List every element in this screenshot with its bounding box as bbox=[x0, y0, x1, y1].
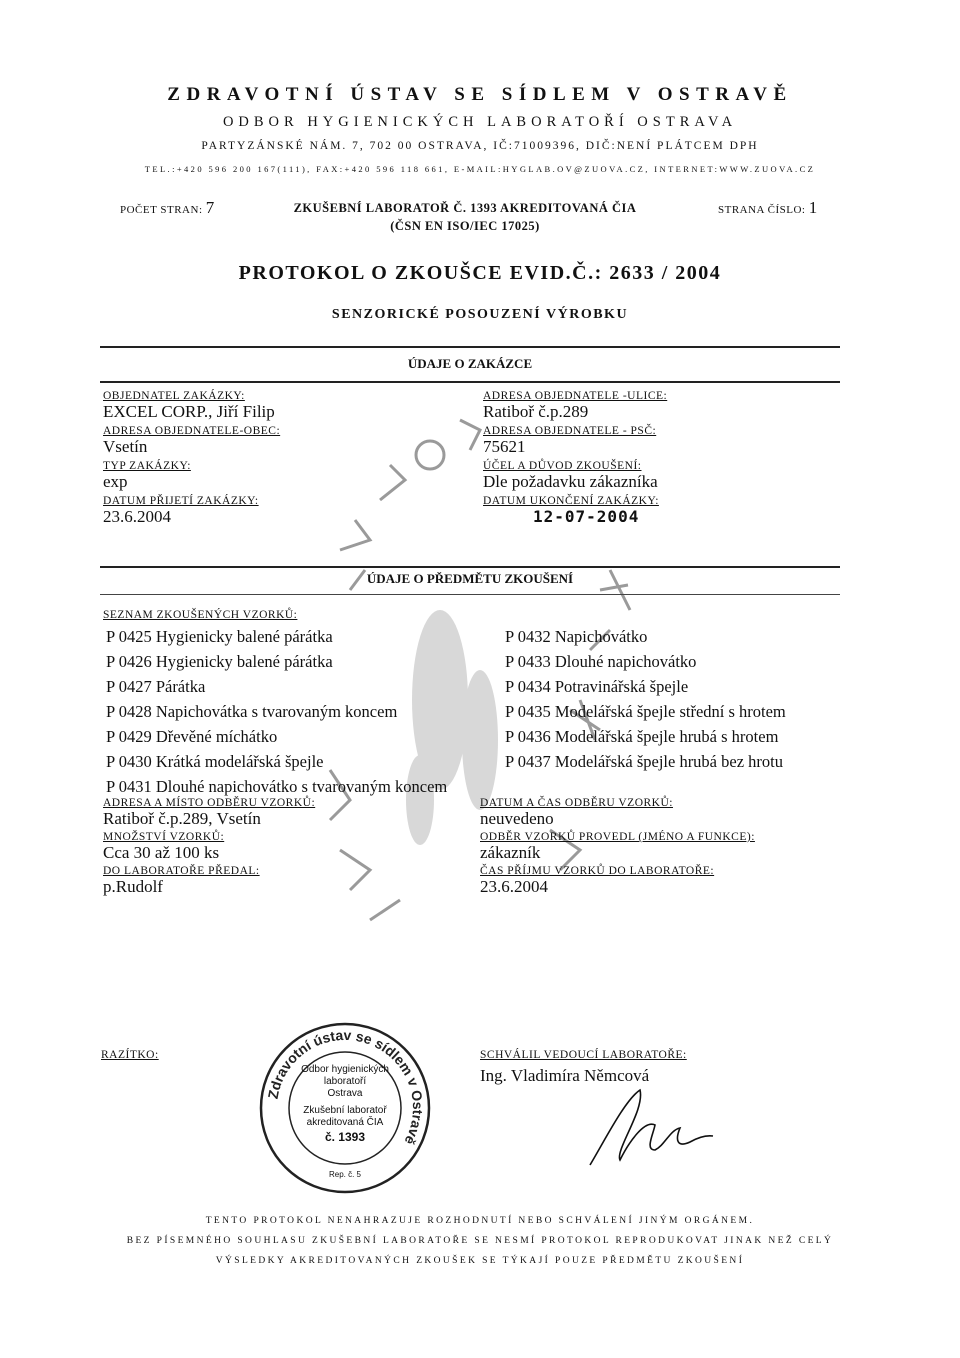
sample-item: P 0432 Napichovátko bbox=[505, 627, 648, 646]
page-number-label: STRANA ČÍSLO: bbox=[718, 204, 806, 216]
field-value: p.Rudolf bbox=[103, 877, 163, 896]
official-stamp bbox=[255, 1018, 435, 1198]
order-right-column bbox=[483, 390, 843, 526]
field-value: 23.6.2004 bbox=[480, 877, 548, 896]
field-label: ADRESA A MÍSTO ODBĚRU VZORKŮ: bbox=[103, 797, 316, 809]
field-value: Dle požadavku zákazníka bbox=[483, 472, 658, 491]
lab-line-1: ZKUŠEBNÍ LABORATOŘ Č. 1393 AKREDITOVANÁ ČIA bbox=[293, 201, 637, 215]
lab-line-2: (ČSN EN ISO/IEC 17025) bbox=[390, 219, 540, 233]
stamp-inner bbox=[290, 1064, 400, 1143]
field-label: ODBĚR VZORKŮ PROVEDL (JMÉNO A FUNKCE): bbox=[480, 831, 755, 843]
stamp-line: č. 1393 bbox=[324, 1130, 366, 1144]
field-value: Ratiboř č.p.289, Vsetín bbox=[103, 809, 261, 828]
field-label: DATUM PŘIJETÍ ZAKÁZKY: bbox=[103, 495, 259, 507]
field-label: ADRESA OBJEDNATELE-OBEC: bbox=[103, 425, 281, 437]
field-value: 75621 bbox=[483, 437, 526, 456]
subject-left-fields bbox=[103, 797, 463, 897]
field-label: ADRESA OBJEDNATELE - PSČ: bbox=[483, 425, 657, 437]
pages-label: POČET STRAN: bbox=[120, 204, 203, 216]
subject-right-fields bbox=[480, 797, 850, 897]
sample-item: P 0430 Krátká modelářská špejle bbox=[106, 752, 324, 771]
department-name: ODBOR HYGIENICKÝCH LABORATOŘÍ OSTRAVA bbox=[222, 114, 738, 130]
field-value: Cca 30 až 100 ks bbox=[103, 843, 220, 862]
institute-contact: TEL.:+420 596 200 167(111), FAX:+420 596 118 661, E-MAIL:HYGLAB.OV@ZUOVA.CZ, INTERNET:WWW.ZUOVA.CZ bbox=[144, 164, 816, 174]
completion-date: 12-07-2004 bbox=[533, 507, 640, 526]
stamp-line: laboratoří bbox=[323, 1076, 367, 1087]
field-label: ADRESA OBJEDNATELE -ULICE: bbox=[483, 390, 668, 402]
field-value: zákazník bbox=[480, 843, 541, 862]
page-number-value: 1 bbox=[808, 198, 818, 217]
footer-line-1: TENTO PROTOKOL NENAHRAZUJE ROZHODNUTÍ NEBO SCHVÁLENÍ JINÝM ORGÁNEM. bbox=[205, 1216, 755, 1226]
field-label: ÚČEL A DŮVOD ZKOUŠENÍ: bbox=[483, 460, 642, 472]
field-label: OBJEDNATEL ZAKÁZKY: bbox=[103, 390, 245, 402]
field-label: DATUM A ČAS ODBĚRU VZORKŮ: bbox=[480, 797, 673, 809]
field-value: Ratiboř č.p.289 bbox=[483, 402, 589, 421]
divider bbox=[100, 566, 840, 568]
order-heading: ÚDAJE O ZAKÁZCE bbox=[407, 356, 533, 371]
approved-by-label: SCHVÁLIL VEDOUCÍ LABORATOŘE: bbox=[480, 1049, 687, 1061]
sample-item: P 0426 Hygienicky balené párátka bbox=[106, 652, 333, 671]
sample-item: P 0436 Modelářská špejle hrubá s hrotem bbox=[505, 727, 779, 746]
stamp-rep: Rep. č. 5 bbox=[328, 1170, 361, 1179]
pages-count bbox=[120, 198, 214, 218]
sample-item: P 0434 Potravinářská špejle bbox=[505, 677, 689, 696]
signature bbox=[585, 1080, 715, 1170]
institute-name: ZDRAVOTNÍ ÚSTAV SE SÍDLEM V OSTRAVĚ bbox=[167, 84, 793, 105]
sample-item: P 0428 Napichovátka s tvarovaným koncem bbox=[106, 702, 398, 721]
protocol-title: PROTOKOL O ZKOUŠCE EVID.Č.: 2633 / 2004 bbox=[238, 262, 722, 284]
order-left-column bbox=[103, 390, 463, 527]
sample-item: P 0425 Hygienicky balené párátka bbox=[106, 627, 333, 646]
sample-item: P 0437 Modelářská špejle hrubá bez hrotu bbox=[505, 752, 783, 771]
lab-accreditation bbox=[250, 199, 680, 235]
sample-item: P 0435 Modelářská špejle střední s hrotem bbox=[505, 702, 786, 721]
field-value: EXCEL CORP., Jiří Filip bbox=[103, 402, 275, 421]
stamp-line: Ostrava bbox=[327, 1088, 363, 1099]
field-label: DO LABORATOŘE PŘEDAL: bbox=[103, 865, 260, 877]
samples-list-label: SEZNAM ZKOUŠENÝCH VZORKŮ: bbox=[103, 609, 298, 621]
stamp-line: Zkušební laboratoř bbox=[303, 1105, 387, 1116]
svg-text:Zdravotní ústav se sídlem v Os: Zdravotní ústav se sídlem v Ostravě bbox=[264, 1026, 427, 1148]
subject-heading: ÚDAJE O PŘEDMĚTU ZKOUŠENÍ bbox=[366, 571, 574, 586]
approver-name: Ing. Vladimíra Němcová bbox=[480, 1066, 650, 1085]
field-value: 23.6.2004 bbox=[103, 507, 171, 526]
pages-value: 7 bbox=[205, 198, 215, 217]
sample-item: P 0431 Dlouhé napichovátko s tvarovaným koncem bbox=[106, 777, 448, 796]
samples-right-list bbox=[505, 624, 845, 774]
field-value: exp bbox=[103, 472, 128, 491]
divider bbox=[100, 381, 840, 383]
sample-item: P 0427 Párátka bbox=[106, 677, 206, 696]
field-label: DATUM UKONČENÍ ZAKÁZKY: bbox=[483, 495, 659, 507]
protocol-subtitle: SENZORICKÉ POSOUZENÍ VÝROBKU bbox=[331, 307, 629, 322]
field-label: ČAS PŘÍJMU VZORKŮ DO LABORATOŘE: bbox=[480, 865, 715, 877]
field-label: TYP ZAKÁZKY: bbox=[103, 460, 191, 472]
samples-left-list bbox=[106, 624, 486, 799]
field-value: Vsetín bbox=[103, 437, 148, 456]
footer-line-2: BEZ PÍSEMNÉHO SOUHLASU ZKUŠEBNÍ LABORATOŘE SE NESMÍ PROTOKOL REPRODUKOVAT JINAK NEŽ CELÝ bbox=[126, 1236, 834, 1246]
sample-item: P 0433 Dlouhé napichovátko bbox=[505, 652, 697, 671]
divider bbox=[100, 346, 840, 348]
stamp-label: RAZÍTKO: bbox=[101, 1049, 159, 1061]
sample-item: P 0429 Dřevěné míchátko bbox=[106, 727, 278, 746]
footer-line-3: VÝSLEDKY AKREDITOVANÝCH ZKOUŠEK SE TÝKAJÍ POUZE PŘEDMĚTU ZKOUŠENÍ bbox=[215, 1256, 745, 1266]
stamp-line: Odbor hygienických bbox=[301, 1064, 389, 1075]
field-value: neuvedeno bbox=[480, 809, 554, 828]
page-number bbox=[718, 198, 817, 218]
stamp-line: akreditovaná ČIA bbox=[306, 1117, 384, 1128]
institute-address: PARTYZÁNSKÉ NÁM. 7, 702 00 OSTRAVA, IČ:71009396, DIČ:NENÍ PLÁTCEM DPH bbox=[201, 140, 759, 152]
divider bbox=[100, 594, 840, 595]
field-label: MNOŽSTVÍ VZORKŮ: bbox=[103, 831, 225, 843]
